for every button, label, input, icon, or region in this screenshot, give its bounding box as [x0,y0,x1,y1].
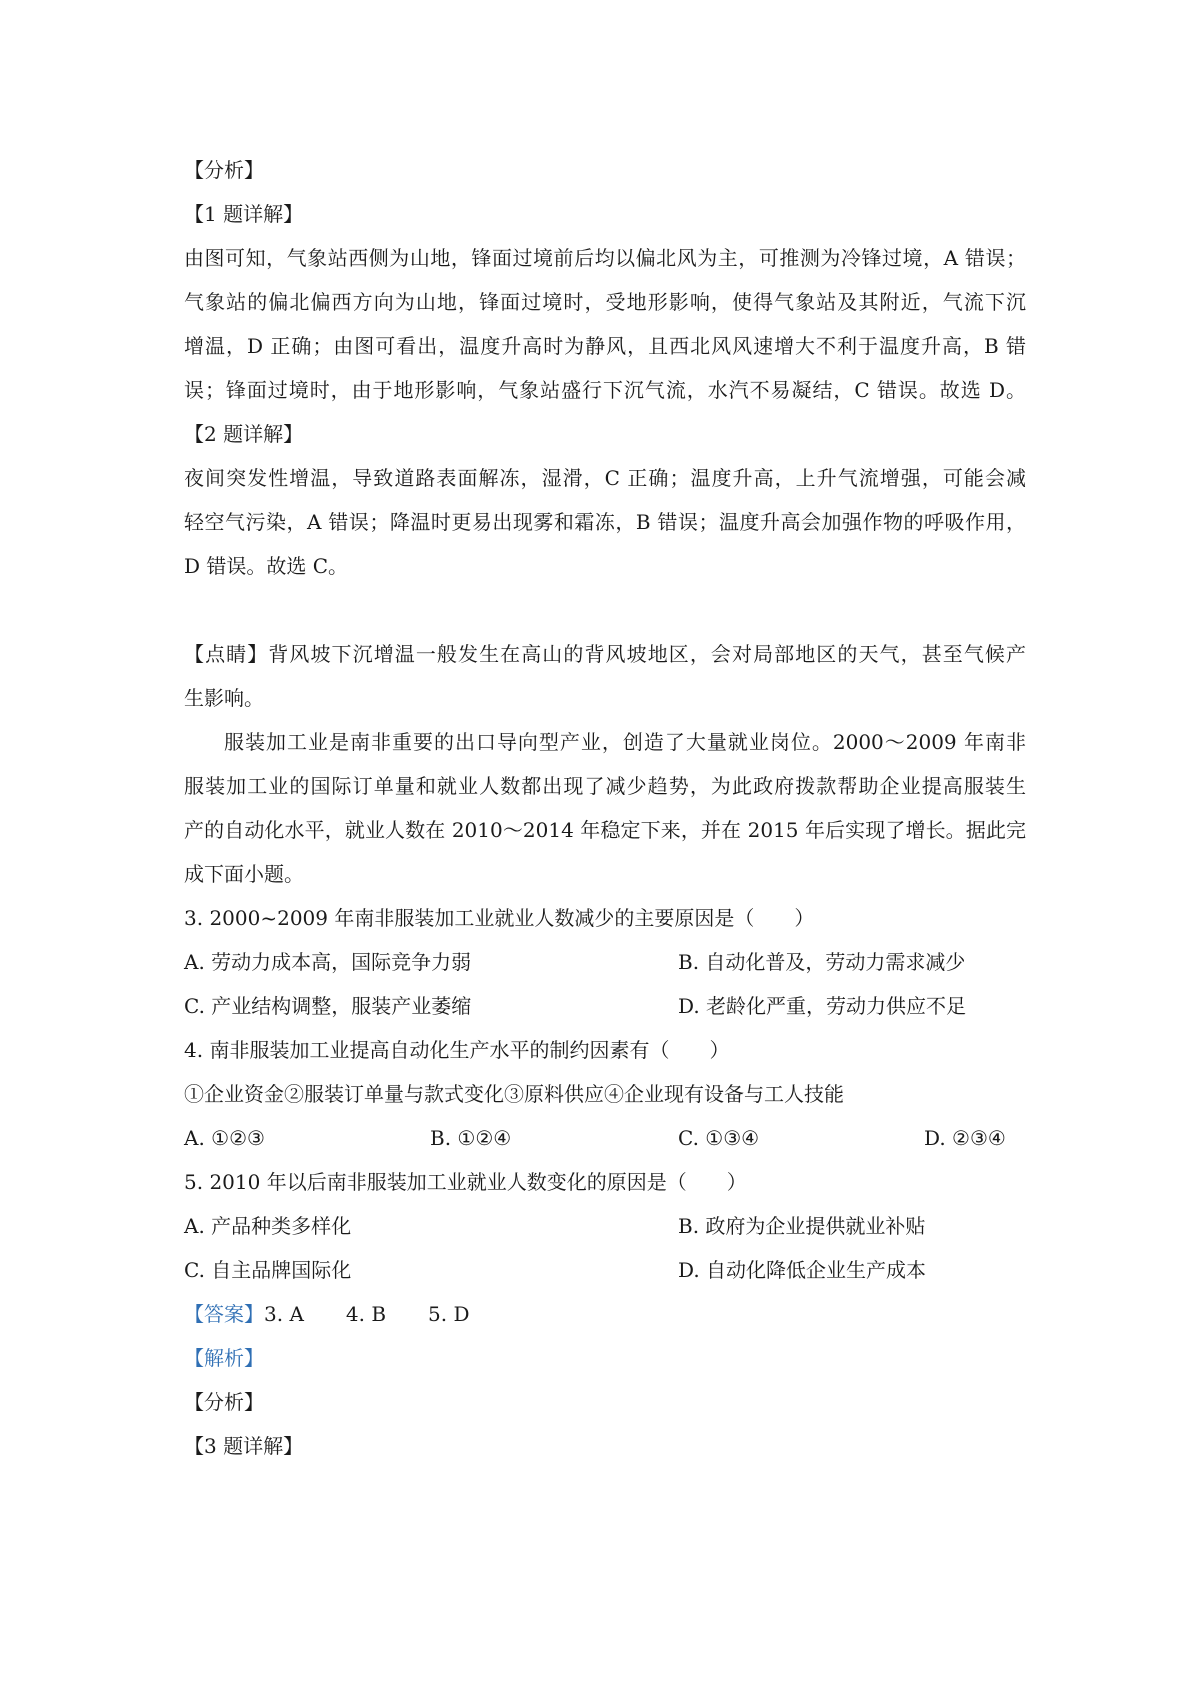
analysis-heading: 【分析】 [184,158,264,182]
question-3-stem: 3. 2000~2009 年南非服装加工业就业人数减少的主要原因是（ ） [184,906,815,930]
explanation-heading: 【解析】 [184,1346,264,1370]
q1-detail-line: 误；锋面过境时，由于地形影响，气象站盛行下沉气流，水汽不易凝结，C 错误。故选 D。 [184,378,1026,402]
passage-line: 产的自动化水平，就业人数在 2010～2014 年稳定下来，并在 2015 年后实现了增长。据此完 [184,818,1026,842]
q3-detail-heading: 【3 题详解】 [184,1434,304,1458]
q3-option-b: B. 自动化普及，劳动力需求减少 [678,950,966,974]
q4-option-b: B. ①②④ [430,1126,512,1150]
answer-label: 【答案】 [184,1302,264,1326]
q3-option-d: D. 老龄化严重，劳动力供应不足 [678,994,967,1018]
analysis-heading-2: 【分析】 [184,1390,264,1414]
answer-4: 4. B [345,1302,387,1326]
q5-option-b: B. 政府为企业提供就业补贴 [678,1214,926,1238]
passage-line: 服装加工业的国际订单量和就业人数都出现了减少趋势，为此政府拨款帮助企业提高服装生 [184,774,1026,798]
passage-line: 服装加工业是南非重要的出口导向型产业，创造了大量就业岗位。2000～2009 年南非 [224,730,1026,754]
q4-option-d: D. ②③④ [924,1126,1006,1150]
question-4-stem: 4. 南非服装加工业提高自动化生产水平的制约因素有（ ） [184,1038,730,1062]
answer-5: 5. D [428,1302,470,1326]
q3-option-a: A. 劳动力成本高，国际竞争力弱 [184,950,472,974]
q4-option-a: A. ①②③ [184,1126,265,1150]
q5-option-a: A. 产品种类多样化 [184,1214,352,1238]
q2-detail-heading: 【2 题详解】 [184,422,304,446]
q3-option-c: C. 产业结构调整，服装产业萎缩 [184,994,472,1018]
q5-option-c: C. 自主品牌国际化 [184,1258,352,1282]
question-5-stem: 5. 2010 年以后南非服装加工业就业人数变化的原因是（ ） [184,1170,747,1194]
q2-detail-line: D 错误。故选 C。 [184,554,349,578]
q2-detail-line: 夜间突发性增温，导致道路表面解冻，湿滑，C 正确；温度升高，上升气流增强，可能会减 [184,466,1026,490]
answer-line [184,1300,470,1328]
q1-detail-line: 增温，D 正确；由图可看出，温度升高时为静风，且西北风风速增大不利于温度升高，B 错 [184,334,1026,358]
q1-detail-line: 气象站的偏北偏西方向为山地，锋面过境时，受地形影响，使得气象站及其附近，气流下沉 [184,290,1026,314]
q2-detail-line: 轻空气污染，A 错误；降温时更易出现雾和霜冻，B 错误；温度升高会加强作物的呼吸作用， [184,510,1026,534]
key-point-line: 生影响。 [184,686,264,710]
q5-option-d: D. 自动化降低企业生产成本 [678,1258,927,1282]
q1-detail-line: 由图可知，气象站西侧为山地，锋面过境前后均以偏北风为主，可推测为冷锋过境，A 错误； [184,246,1026,270]
answer-3: 3. A [264,1302,304,1326]
key-point-line: 【点睛】背风坡下沉增温一般发生在高山的背风坡地区，会对局部地区的天气，甚至气候产 [184,642,1026,666]
question-4-items: ①企业资金②服装订单量与款式变化③原料供应④企业现有设备与工人技能 [184,1082,844,1106]
passage-line: 成下面小题。 [184,862,304,886]
q1-detail-heading: 【1 题详解】 [184,202,304,226]
q4-option-c: C. ①③④ [678,1126,760,1150]
